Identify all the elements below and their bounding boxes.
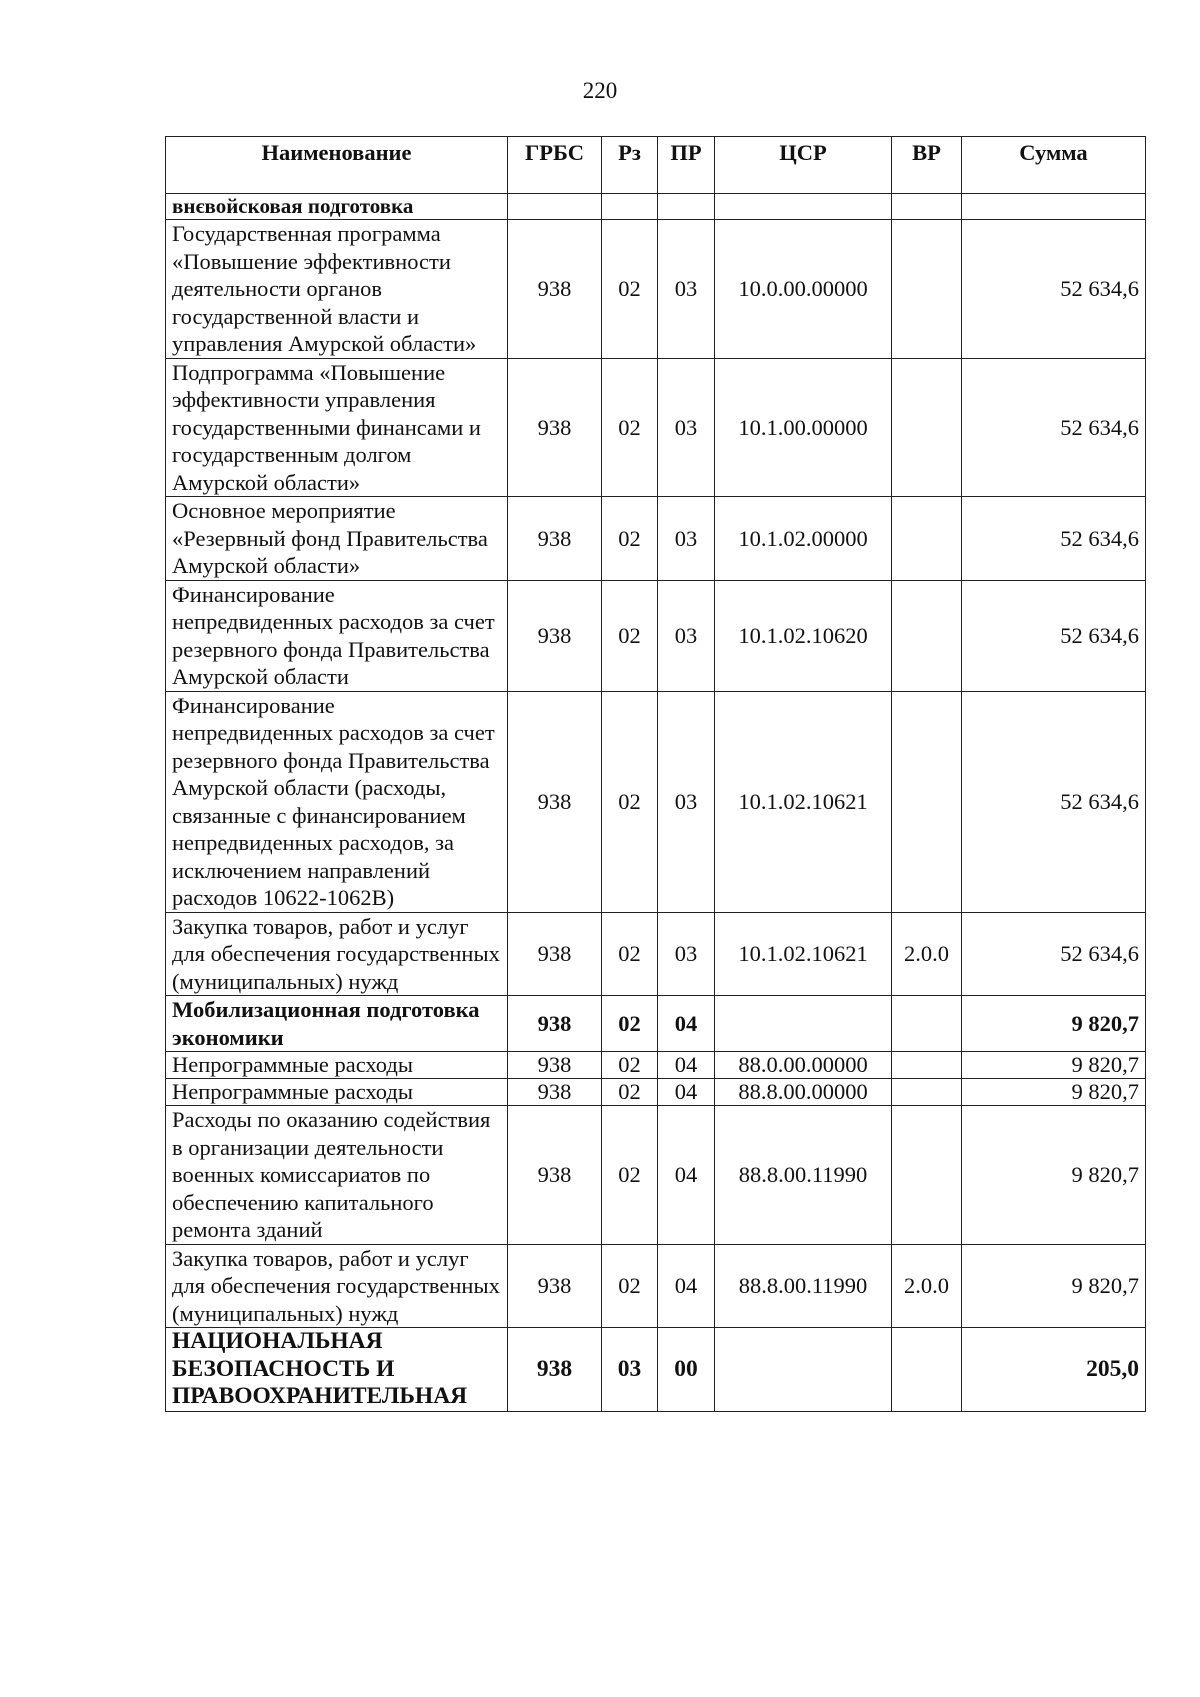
cell-sum: 9 820,7 bbox=[962, 1106, 1146, 1245]
cell-vr: 2.0.0 bbox=[892, 912, 962, 996]
table-row bbox=[166, 1079, 1146, 1106]
table-header-row bbox=[166, 137, 1146, 194]
cell-vr bbox=[892, 220, 962, 359]
cell-vr bbox=[892, 194, 962, 220]
budget-table bbox=[165, 136, 1146, 1412]
cell-vr bbox=[892, 1106, 962, 1245]
cell-grbs bbox=[508, 194, 602, 220]
cell-sum: 52 634,6 bbox=[962, 691, 1146, 912]
cell-pr bbox=[658, 194, 715, 220]
cell-sum: 9 820,7 bbox=[962, 1079, 1146, 1106]
table-row bbox=[166, 1052, 1146, 1079]
page-number: 220 bbox=[582, 78, 618, 103]
cell-name: Закупка товаров, работ и услуг для обеспечения государственных (муниципальных) нужд bbox=[166, 912, 508, 996]
cell-pr: 04 bbox=[658, 1106, 715, 1245]
cell-rz: 02 bbox=[602, 1052, 658, 1079]
cell-vr: 2.0.0 bbox=[892, 1244, 962, 1328]
cell-grbs: 938 bbox=[508, 996, 602, 1052]
header-csr: ЦСР bbox=[715, 137, 892, 194]
cell-csr: 10.0.00.00000 bbox=[715, 220, 892, 359]
cell-grbs: 938 bbox=[508, 580, 602, 691]
cell-grbs: 938 bbox=[508, 912, 602, 996]
cell-vr bbox=[892, 497, 962, 581]
cell-rz: 02 bbox=[602, 220, 658, 359]
header-vr: ВР bbox=[892, 137, 962, 194]
cell-sum: 52 634,6 bbox=[962, 497, 1146, 581]
cell-pr: 03 bbox=[658, 580, 715, 691]
cell-grbs: 938 bbox=[508, 358, 602, 497]
cell-csr: 10.1.02.10620 bbox=[715, 580, 892, 691]
cell-sum: 9 820,7 bbox=[962, 996, 1146, 1052]
table-row bbox=[166, 358, 1146, 497]
cell-csr: 10.1.02.00000 bbox=[715, 497, 892, 581]
cell-grbs: 938 bbox=[508, 1079, 602, 1106]
cell-name: Основное мероприятие «Резервный фонд Правительства Амурской области» bbox=[166, 497, 508, 581]
cell-sum: 52 634,6 bbox=[962, 220, 1146, 359]
cell-csr: 10.1.02.10621 bbox=[715, 691, 892, 912]
cell-name: Непрограммные расходы bbox=[166, 1052, 508, 1079]
cell-csr: 88.0.00.00000 bbox=[715, 1052, 892, 1079]
cell-rz: 02 bbox=[602, 912, 658, 996]
cell-csr bbox=[715, 996, 892, 1052]
cell-pr: 03 bbox=[658, 912, 715, 996]
cell-pr: 04 bbox=[658, 1079, 715, 1106]
cell-grbs: 938 bbox=[508, 1106, 602, 1245]
cell-pr: 04 bbox=[658, 996, 715, 1052]
cell-rz: 02 bbox=[602, 580, 658, 691]
cell-name: Закупка товаров, работ и услуг для обеспечения государственных (муниципальных) нужд bbox=[166, 1244, 508, 1328]
cell-vr bbox=[892, 1052, 962, 1079]
cell-name: Государственная программа «Повышение эффективности деятельности органов государственной власти и управления Амурской области» bbox=[166, 220, 508, 359]
header-pr: ПР bbox=[658, 137, 715, 194]
cell-grbs: 938 bbox=[508, 1244, 602, 1328]
cell-csr: 88.8.00.11990 bbox=[715, 1106, 892, 1245]
cell-pr: 03 bbox=[658, 497, 715, 581]
header-sum: Сумма bbox=[962, 137, 1146, 194]
cell-pr: 04 bbox=[658, 1052, 715, 1079]
table-row bbox=[166, 1328, 1146, 1412]
table-row bbox=[166, 194, 1146, 220]
header-grbs: ГРБС bbox=[508, 137, 602, 194]
cell-rz: 02 bbox=[602, 1244, 658, 1328]
cell-rz: 02 bbox=[602, 497, 658, 581]
cell-csr: 10.1.02.10621 bbox=[715, 912, 892, 996]
table-row bbox=[166, 912, 1146, 996]
cell-vr bbox=[892, 358, 962, 497]
cell-name: Финансирование непредвиденных расходов за счет резервного фонда Правительства Амурской области bbox=[166, 580, 508, 691]
cell-name: Непрограммные расходы bbox=[166, 1079, 508, 1106]
table-row bbox=[166, 580, 1146, 691]
cell-csr: 10.1.00.00000 bbox=[715, 358, 892, 497]
cell-name: Мобилизационная подготовка экономики bbox=[166, 996, 508, 1052]
cell-sum: 52 634,6 bbox=[962, 580, 1146, 691]
cell-grbs: 938 bbox=[508, 497, 602, 581]
cell-vr bbox=[892, 1328, 962, 1412]
cell-rz: 02 bbox=[602, 1106, 658, 1245]
header-name: Наименование bbox=[166, 137, 508, 194]
cell-rz: 02 bbox=[602, 996, 658, 1052]
cell-grbs: 938 bbox=[508, 220, 602, 359]
cell-grbs: 938 bbox=[508, 1328, 602, 1412]
cell-grbs: 938 bbox=[508, 1052, 602, 1079]
cell-pr: 03 bbox=[658, 691, 715, 912]
cell-csr: 88.8.00.11990 bbox=[715, 1244, 892, 1328]
cell-sum: 52 634,6 bbox=[962, 912, 1146, 996]
table-body bbox=[166, 194, 1146, 1412]
cell-sum: 9 820,7 bbox=[962, 1244, 1146, 1328]
cell-sum bbox=[962, 194, 1146, 220]
cell-grbs: 938 bbox=[508, 691, 602, 912]
cell-vr bbox=[892, 1079, 962, 1106]
cell-rz bbox=[602, 194, 658, 220]
cell-pr: 03 bbox=[658, 220, 715, 359]
table-row bbox=[166, 497, 1146, 581]
cell-name: Финансирование непредвиденных расходов за счет резервного фонда Правительства Амурской области (расходы, связанные с финансированием непредвиденных расходов, за исключением направлений расходов 10622-1062B) bbox=[166, 691, 508, 912]
cell-rz: 02 bbox=[602, 1079, 658, 1106]
cell-vr bbox=[892, 691, 962, 912]
cell-name: НАЦИОНАЛЬНАЯ БЕЗОПАСНОСТЬ И ПРАВООХРАНИТЕЛЬНАЯ bbox=[166, 1328, 508, 1412]
table-row bbox=[166, 691, 1146, 912]
cell-csr bbox=[715, 1328, 892, 1412]
cell-pr: 00 bbox=[658, 1328, 715, 1412]
cell-rz: 02 bbox=[602, 358, 658, 497]
cell-pr: 04 bbox=[658, 1244, 715, 1328]
table-row bbox=[166, 220, 1146, 359]
cell-name: Расходы по оказанию содействия в организации деятельности военных комиссариатов по обеспечению капитального ремонта зданий bbox=[166, 1106, 508, 1245]
cell-name: внєвойсковая подготовка bbox=[166, 194, 508, 220]
header-rz: Рз bbox=[602, 137, 658, 194]
cell-csr bbox=[715, 194, 892, 220]
cell-pr: 03 bbox=[658, 358, 715, 497]
cell-sum: 52 634,6 bbox=[962, 358, 1146, 497]
cell-rz: 02 bbox=[602, 691, 658, 912]
cell-vr bbox=[892, 996, 962, 1052]
cell-vr bbox=[892, 580, 962, 691]
table-row bbox=[166, 1244, 1146, 1328]
cell-name: Подпрограмма «Повышение эффективности управления государственными финансами и государственным долгом Амурской области» bbox=[166, 358, 508, 497]
table-row bbox=[166, 996, 1146, 1052]
cell-sum: 9 820,7 bbox=[962, 1052, 1146, 1079]
table-row bbox=[166, 1106, 1146, 1245]
cell-sum: 205,0 bbox=[962, 1328, 1146, 1412]
cell-rz: 03 bbox=[602, 1328, 658, 1412]
cell-csr: 88.8.00.00000 bbox=[715, 1079, 892, 1106]
